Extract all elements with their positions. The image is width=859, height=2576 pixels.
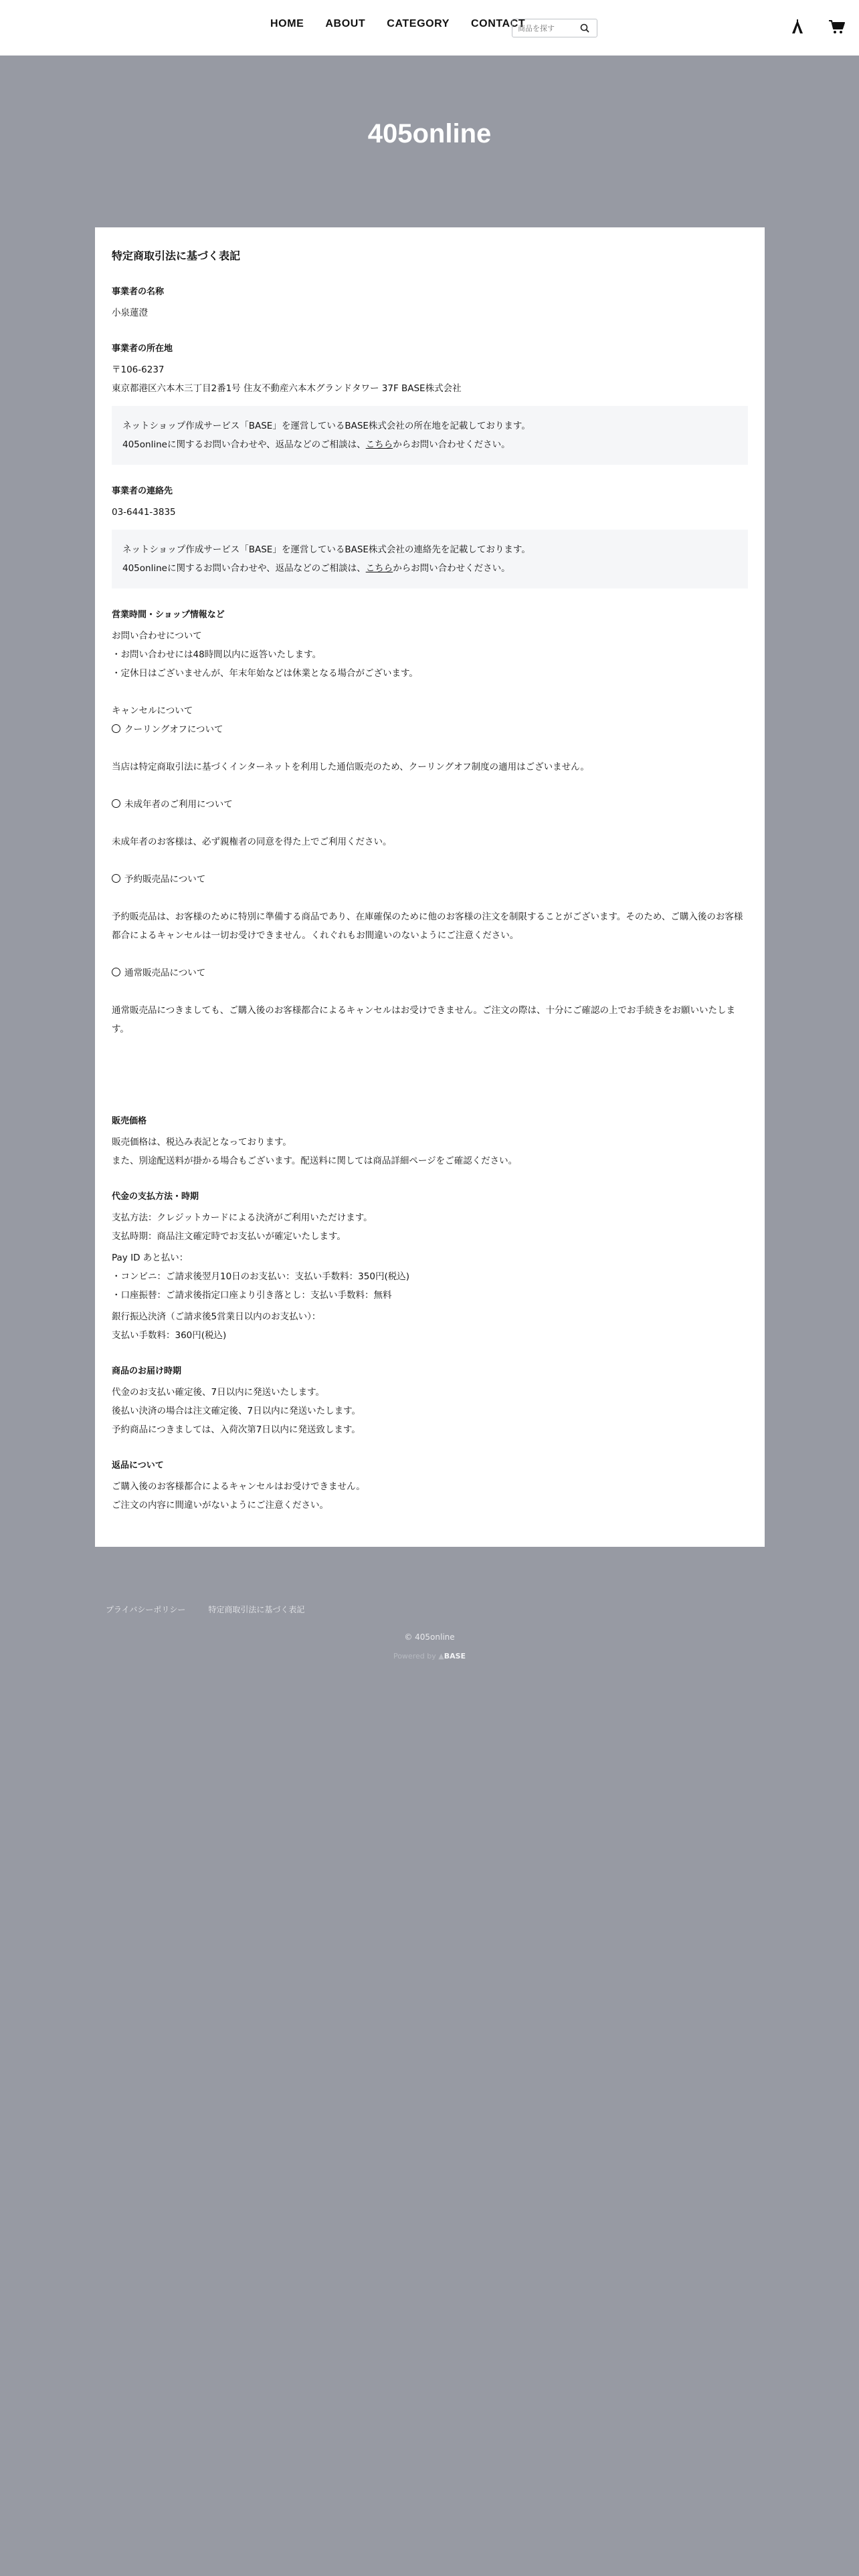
section-heading: 返品について bbox=[112, 1461, 164, 1471]
section-heading: 営業時間・ショップ情報など bbox=[112, 610, 225, 620]
section-text: ご購入後のお客様都合によるキャンセルはお受けできません。 bbox=[112, 1481, 365, 1492]
section-text: 予約商品につきましては、入荷次第7日以内に発送致します。 bbox=[112, 1424, 361, 1435]
section-heading: 事業者の所在地 bbox=[112, 344, 173, 354]
subheading bbox=[112, 870, 748, 889]
section-text: 後払い決済の場合は注文確定後、7日以内に発送いたします。 bbox=[112, 1406, 361, 1416]
nav-contact[interactable]: CONTACT bbox=[471, 18, 526, 29]
site-header bbox=[0, 0, 859, 56]
privacy-policy-link[interactable]: プライバシーポリシー bbox=[106, 1605, 186, 1614]
section-text: Pay ID あと払い： bbox=[112, 1253, 189, 1263]
section-text: 小泉蓮澄 bbox=[112, 308, 148, 318]
cart-icon[interactable] bbox=[828, 19, 846, 35]
section-text: 予約販売品は、お客様のために特別に準備する商品であり、在庫確保のために他のお客様の注文を制限することがございます。そのため、ご購入後のお客様都合によるキャンセルは一切お受けできません。くれぐれもお間違いのないようにご注意ください。 bbox=[112, 911, 743, 941]
section-text: また、別途配送料が掛かる場合もございます。配送料に関しては商品詳細ページをご確認ください。 bbox=[112, 1156, 518, 1166]
circle-icon bbox=[112, 724, 120, 733]
search-input[interactable] bbox=[518, 24, 579, 33]
section-heading: 商品のお届け時期 bbox=[112, 1366, 182, 1376]
contact-link[interactable]: こちら bbox=[365, 563, 393, 574]
note-text-part: からお問い合わせください。 bbox=[393, 563, 510, 574]
base-label: BASE bbox=[444, 1652, 466, 1660]
footer-links bbox=[106, 1604, 304, 1615]
note-text-part: からお問い合わせください。 bbox=[393, 439, 510, 450]
note-text bbox=[122, 435, 737, 454]
section-text: 支払時期：商品注文確定時でお支払いが確定いたします。 bbox=[112, 1231, 346, 1242]
section-heading: 代金の支払方法・時期 bbox=[112, 1192, 199, 1202]
subheading bbox=[112, 964, 748, 982]
address-note-box bbox=[112, 406, 748, 465]
site-title: 405online bbox=[367, 119, 492, 148]
subheading bbox=[112, 720, 748, 739]
nav-about[interactable]: ABOUT bbox=[325, 18, 366, 29]
payment-section bbox=[112, 1189, 748, 1345]
section-text: 当店は特定商取引法に基づくインターネットを利用した通信販売のため、クーリングオフ制度の適用はございません。 bbox=[112, 762, 589, 772]
returns-section bbox=[112, 1458, 748, 1515]
search-icon[interactable] bbox=[579, 23, 590, 33]
note-text: ネットショップ作成サービス「BASE」を運営しているBASE株式会社の連絡先を記載しております。 bbox=[122, 544, 531, 555]
section-text: 代金のお支払い確定後、7日以内に発送いたします。 bbox=[112, 1387, 325, 1398]
section-text: 東京都港区六本木三丁目2番1号 住友不動産六本木グランドタワー 37F BASE株式会社 bbox=[112, 383, 462, 394]
note-text bbox=[122, 559, 737, 578]
tokushoho-link[interactable]: 特定商取引法に基づく表記 bbox=[208, 1605, 305, 1614]
main-nav bbox=[270, 18, 547, 30]
powered-by-label: Powered by bbox=[393, 1652, 436, 1660]
page-title: 特定商取引法に基づく表記 bbox=[112, 249, 241, 262]
copyright: © 405online bbox=[404, 1632, 455, 1642]
section-text: ・コンビニ：ご請求後翌月10日のお支払い：支払い手数料：350円(税込) bbox=[112, 1271, 409, 1282]
section-text: 支払い手数料：360円(税込) bbox=[112, 1330, 227, 1341]
note-text-part: 405onlineに関するお問い合わせや、返品などのご相談は、 bbox=[122, 563, 366, 574]
delivery-section bbox=[112, 1364, 748, 1439]
nav-home[interactable]: HOME bbox=[270, 18, 304, 29]
section-text: 販売価格は、税込み表記となっております。 bbox=[112, 1137, 292, 1148]
circle-icon bbox=[112, 968, 120, 976]
legal-notice-card bbox=[95, 227, 765, 1547]
note-text: ネットショップ作成サービス「BASE」を運営しているBASE株式会社の所在地を記載しております。 bbox=[122, 421, 531, 431]
subheading-label: 未成年者のご利用について bbox=[124, 799, 233, 810]
section-text: 支払方法：クレジットカードによる決済がご利用いただけます。 bbox=[112, 1212, 373, 1223]
shop-logo-icon[interactable] bbox=[789, 19, 805, 35]
section-heading: 事業者の名称 bbox=[112, 287, 165, 297]
contact-link[interactable]: こちら bbox=[365, 439, 393, 450]
section-heading: 事業者の連絡先 bbox=[112, 486, 173, 496]
business-name-section bbox=[112, 284, 748, 322]
section-text: お問い合わせについて bbox=[112, 631, 202, 641]
powered-by[interactable] bbox=[0, 1652, 859, 1660]
section-text: ・お問い合わせには48時間以内に返答いたします。 bbox=[112, 649, 322, 660]
section-text: 〒106-6237 bbox=[112, 364, 165, 375]
search-box bbox=[512, 19, 597, 37]
shop-info-section bbox=[112, 607, 748, 1095]
section-text: 未成年者のお客様は、必ず親権者の同意を得た上でご利用ください。 bbox=[112, 837, 392, 847]
business-contact-section bbox=[112, 484, 748, 588]
note-text-part: 405onlineに関するお問い合わせや、返品などのご相談は、 bbox=[122, 439, 366, 450]
subheading-label: クーリングオフについて bbox=[124, 724, 223, 735]
subheading bbox=[112, 795, 748, 814]
section-text: 銀行振込決済（ご請求後5営業日以内のお支払い）： bbox=[112, 1311, 321, 1322]
base-logo-icon: ▲ bbox=[438, 1652, 444, 1660]
section-text: ・口座振替：ご請求後指定口座より引き落とし：支払い手数料：無料 bbox=[112, 1290, 392, 1301]
section-text: 03-6441-3835 bbox=[112, 507, 176, 518]
contact-note-box bbox=[112, 530, 748, 588]
nav-category[interactable]: CATEGORY bbox=[387, 18, 450, 29]
subheading-label: 通常販売品について bbox=[124, 968, 206, 978]
price-section bbox=[112, 1113, 748, 1170]
circle-icon bbox=[112, 874, 120, 883]
subheading-label: 予約販売品について bbox=[124, 874, 206, 885]
section-text: 通常販売品につきましても、ご購入後のお客様都合によるキャンセルはお受けできません。ご注文の際は、十分にご確認の上でお手続きをお願いいたします。 bbox=[112, 1005, 736, 1035]
section-heading: 販売価格 bbox=[112, 1116, 147, 1126]
section-text: キャンセルについて bbox=[112, 706, 193, 716]
business-address-section bbox=[112, 341, 748, 465]
circle-icon bbox=[112, 799, 120, 808]
section-text: ・定休日はございませんが、年末年始などは休業となる場合がございます。 bbox=[112, 668, 418, 679]
section-text: ご注文の内容に間違いがないようにご注意ください。 bbox=[112, 1500, 328, 1511]
